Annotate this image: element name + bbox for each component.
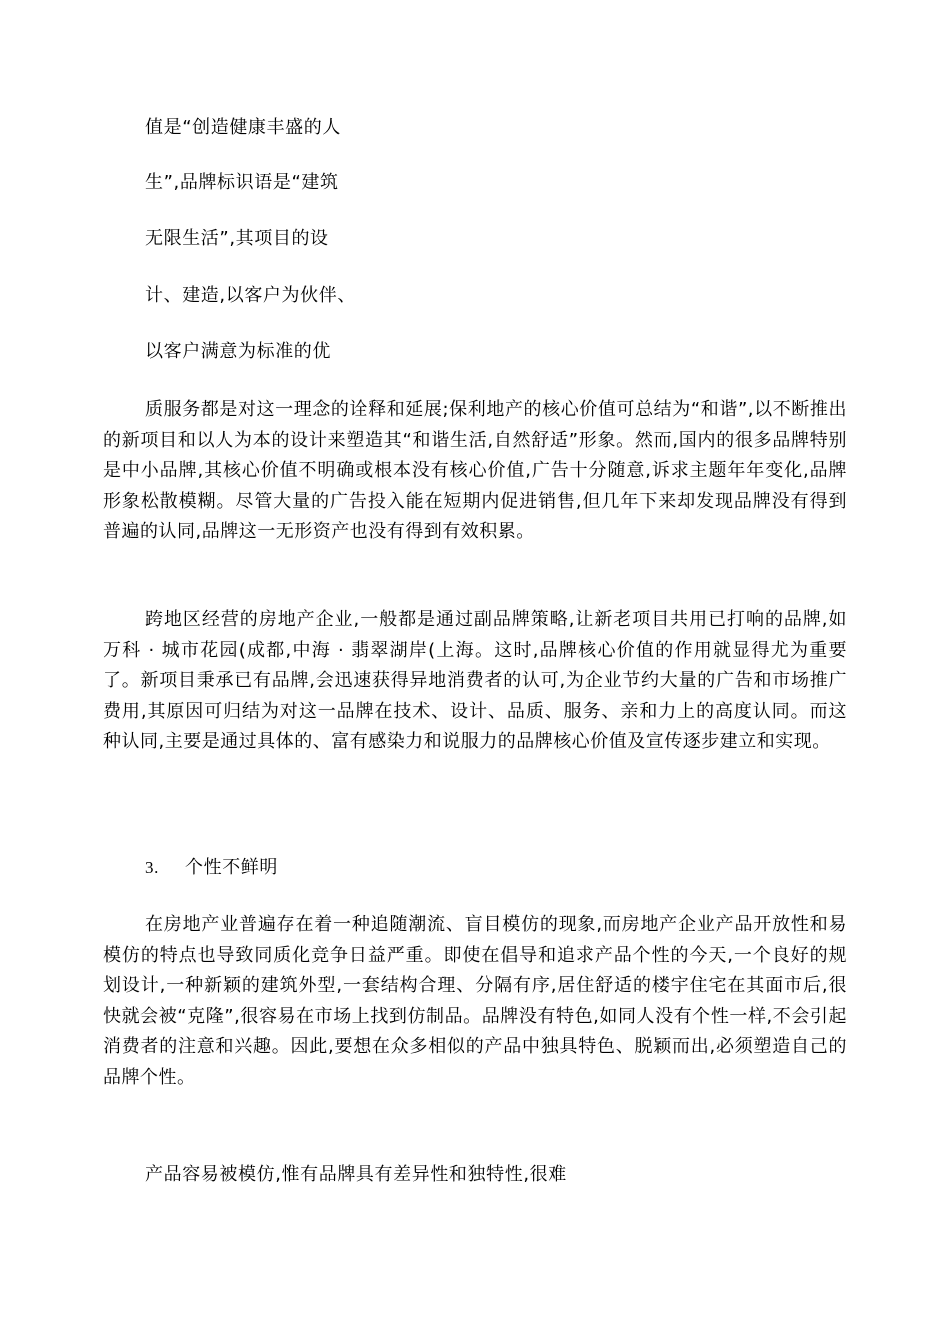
section-heading [145, 855, 278, 881]
body-paragraph: 在房地产业普遍存在着一种追随潮流、盲目模仿的现象,而房地产企业产品开放性和易模仿的特点也导致同质化竞争日益严重。即使在倡导和追求产品个性的今天,一个良好的规划设计,一种新颖的建筑外型,一套结构合理、分隔有序,居住舒适的楼宇住宅在其面市后,很快就会被“克隆”,很容易在市场上找到仿制品。品牌没有特色,如同人没有个性一样,不会引起消费者的注意和兴趣。因此,要想在众多相似的产品中独具特色、脱颖而出,必须塑造自己的品牌个性。 [103, 914, 847, 1088]
body-paragraph: 跨地区经营的房地产企业,一般都是通过副品牌策略,让新老项目共用已打响的品牌,如万科 · 城市花园(成都,中海 · 翡翠湖岸(上海。这时,品牌核心价值的作用就显得尤为重要了。新项目秉承已有品牌,会迅速获得异地消费者的认可,为企业节约大量的广告和市场推广费用,其原因可归结为对这一品牌在技术、设计、品质、服务、亲和力上的高度认同。而这种认同,主要是通过具体的、富有感染力和说服力的品牌核心价值及宣传逐步建立和实现。 [103, 609, 847, 753]
section-title: 个性不鲜明 [185, 857, 278, 878]
text-line: 计、建造,以客户为伙伴、 [145, 285, 356, 306]
text-line: 生”,品牌标识语是“建筑 [145, 172, 339, 193]
section-number: 3. [145, 858, 159, 877]
text-line: 产品容易被模仿,惟有品牌具有差异性和独特性,很难 [145, 1164, 567, 1185]
text-line: 无限生活”,其项目的设 [145, 228, 329, 249]
body-paragraph: 质服务都是对这一理念的诠释和延展;保利地产的核心价值可总结为“和谐”,以不断推出的新项目和以人为本的设计来塑造其“和谐生活,自然舒适”形象。然而,国内的很多品牌特别是中小品牌,其核心价值不明确或根本没有核心价值,广告十分随意,诉求主题年年变化,品牌形象松散模糊。尽管大量的广告投入能在短期内促进销售,但几年下来却发现品牌没有得到普遍的认同,品牌这一无形资产也没有得到有效积累。 [103, 399, 847, 543]
text-line: 以客户满意为标准的优 [145, 341, 331, 362]
text-line: 值是“创造健康丰盛的人 [145, 117, 341, 138]
